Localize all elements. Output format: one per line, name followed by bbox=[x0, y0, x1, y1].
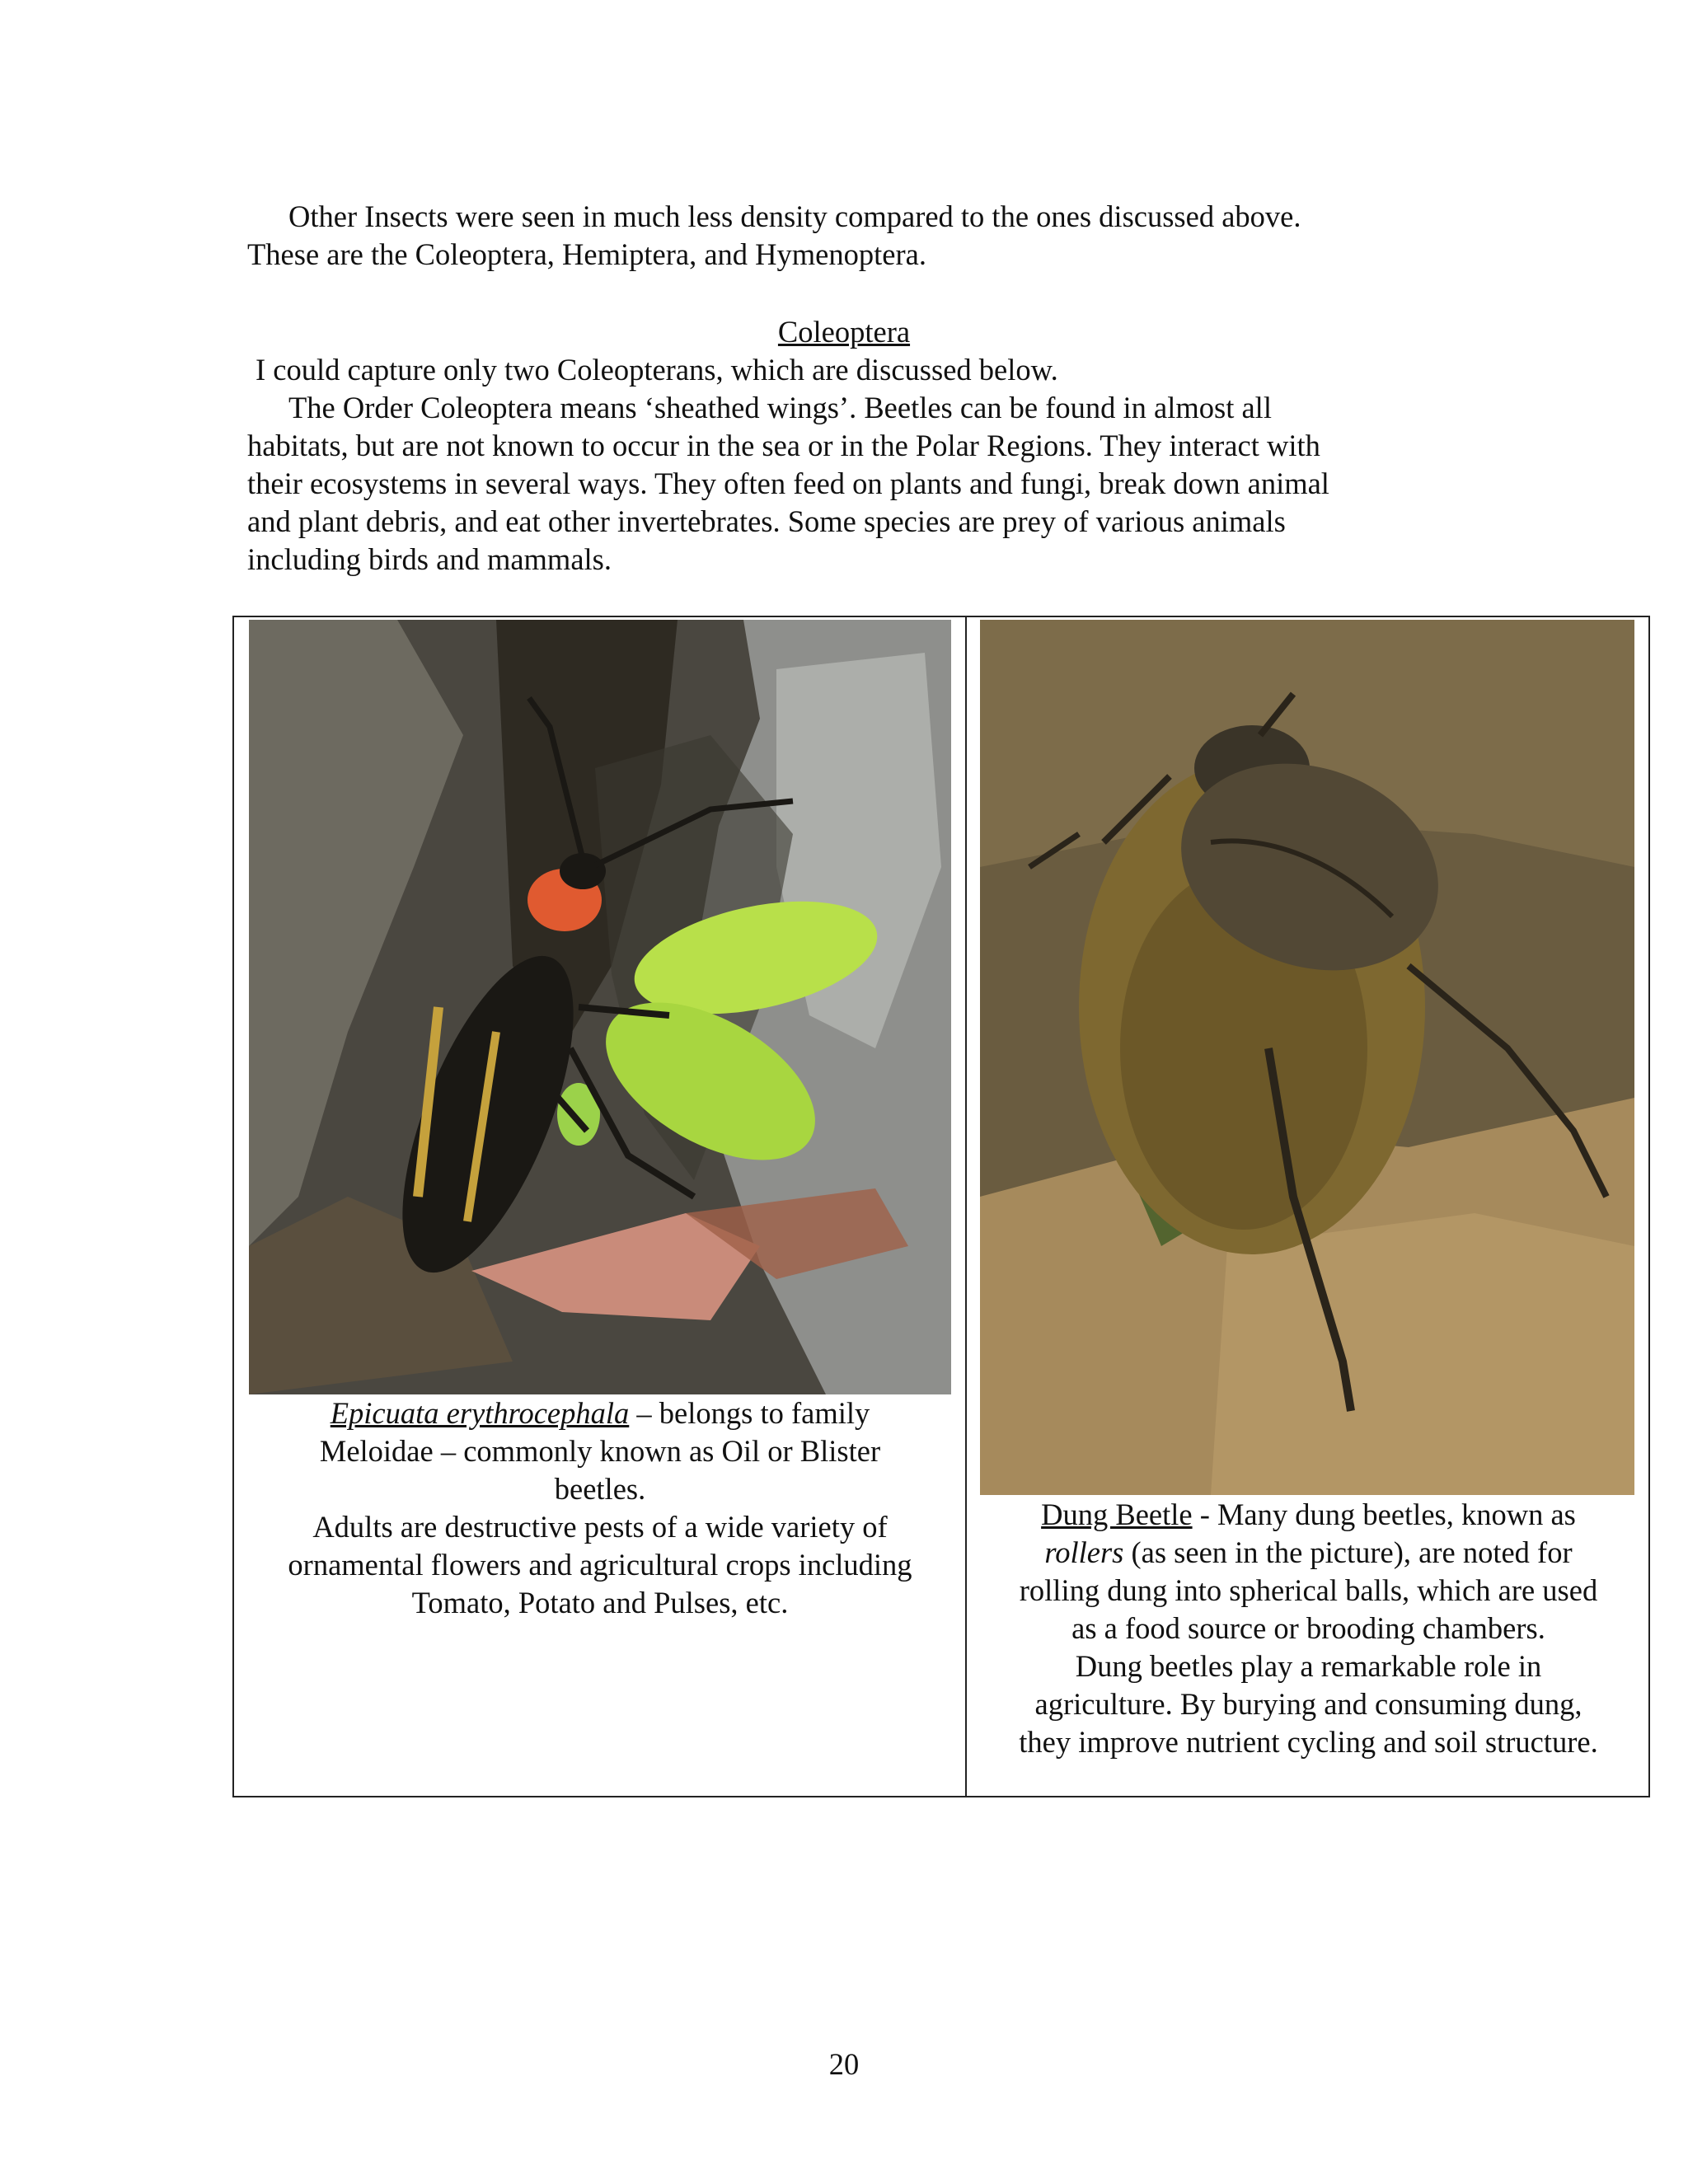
caption-line: Dung beetles play a remarkable role in bbox=[1075, 1649, 1542, 1683]
body-line-1: The Order Coleoptera means ‘sheathed wings’. Beetles can be found in almost all bbox=[288, 391, 1272, 424]
caption-line: Tomato, Potato and Pulses, etc. bbox=[411, 1586, 789, 1619]
caption-text: - Many dung beetles, known as bbox=[1192, 1497, 1576, 1531]
body-line-5: including birds and mammals. bbox=[247, 542, 612, 576]
italic-term: rollers bbox=[1044, 1535, 1124, 1569]
caption-line bbox=[967, 1534, 1650, 1572]
caption-line: they improve nutrient cycling and soil structure. bbox=[1019, 1725, 1598, 1759]
beetle-table bbox=[232, 616, 1650, 1797]
dung-beetle-photo bbox=[980, 620, 1634, 1495]
dung-beetle-caption bbox=[967, 1496, 1650, 1761]
section-heading: Coleoptera bbox=[777, 315, 911, 349]
caption-line: rolling dung into spherical balls, which are used bbox=[1019, 1573, 1598, 1607]
species-name: Epicuata erythrocephala bbox=[330, 1396, 630, 1430]
page-number: 20 bbox=[828, 2047, 860, 2081]
intro-line-1: Other Insects were seen in much less density compared to the ones discussed above. bbox=[288, 199, 1301, 233]
caption-line: agriculture. By burying and consuming dung, bbox=[1034, 1687, 1582, 1721]
dung-beetle-illustration bbox=[980, 620, 1634, 1495]
caption-line: beetles. bbox=[554, 1472, 646, 1506]
caption-text: – belongs to family bbox=[629, 1396, 870, 1430]
caption-line: Meloidae – commonly known as Oil or Blister bbox=[319, 1434, 881, 1468]
caption-line: as a food source or brooding chambers. bbox=[1071, 1611, 1545, 1645]
capture-note: I could capture only two Coleopterans, which are discussed below. bbox=[256, 353, 1058, 387]
caption-line: Adults are destructive pests of a wide variety of bbox=[312, 1510, 888, 1544]
caption-line bbox=[249, 1394, 951, 1432]
intro-line-2: These are the Coleoptera, Hemiptera, and Hymenoptera. bbox=[247, 237, 926, 271]
caption-text: (as seen in the picture), are noted for bbox=[1123, 1535, 1573, 1569]
body-line-4: and plant debris, and eat other invertebrates. Some species are prey of various animals bbox=[247, 504, 1286, 538]
blister-beetle-illustration bbox=[249, 620, 951, 1394]
blister-beetle-caption bbox=[249, 1394, 951, 1622]
caption-line: ornamental flowers and agricultural crops including bbox=[288, 1548, 912, 1582]
species-name: Dung Beetle bbox=[1041, 1497, 1193, 1531]
body-line-2: habitats, but are not known to occur in the sea or in the Polar Regions. They interact with bbox=[247, 429, 1320, 462]
body-line-3: their ecosystems in several ways. They often feed on plants and fungi, break down animal bbox=[247, 466, 1329, 500]
blister-beetle-photo bbox=[249, 620, 951, 1394]
caption-line bbox=[967, 1496, 1650, 1534]
